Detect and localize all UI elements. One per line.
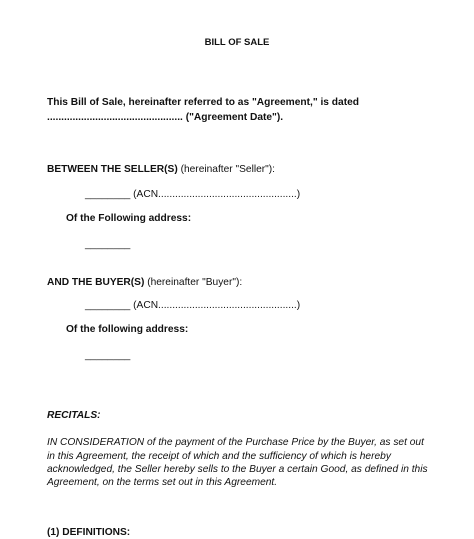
buyer-heading-rest: (hereinafter "Buyer"): (144, 277, 243, 288)
seller-address-label: Of the Following address: (66, 213, 192, 224)
intro-line-1: This Bill of Sale, hereinafter referred to as "Agreement," is dated (47, 97, 359, 108)
recital-line: in this Agreement, the receipt of which and the sufficiency of which is hereby (47, 451, 391, 462)
seller-acn-line: ________ (ACN.................................................) (85, 189, 301, 200)
recital-line: acknowledged, the Seller hereby sells to the Buyer a certain Good, as defined in this (47, 464, 428, 475)
seller-address-blank: ________ (85, 239, 131, 250)
recital-line: Agreement, on the terms set out in this Agreement. (47, 477, 278, 488)
buyer-heading-bold: AND THE BUYER(S) (47, 277, 145, 288)
document-title: BILL OF SALE (204, 37, 270, 48)
recitals-heading: RECITALS: (47, 410, 101, 421)
seller-heading (47, 163, 275, 176)
buyer-address-blank: ________ (85, 350, 131, 361)
recital-line: IN CONSIDERATION of the payment of the Purchase Price by the Buyer, as set out (47, 437, 424, 448)
definitions-heading: (1) DEFINITIONS: (47, 527, 131, 538)
seller-heading-rest: (hereinafter "Seller"): (177, 164, 276, 175)
buyer-address-label: Of the following address: (66, 324, 189, 335)
buyer-heading (47, 276, 242, 289)
seller-heading-bold: BETWEEN THE SELLER(S) (47, 164, 178, 175)
buyer-acn-line: ________ (ACN.................................................) (85, 300, 301, 311)
intro-line-2: ................................................ ("Agreement Date"). (47, 112, 284, 123)
